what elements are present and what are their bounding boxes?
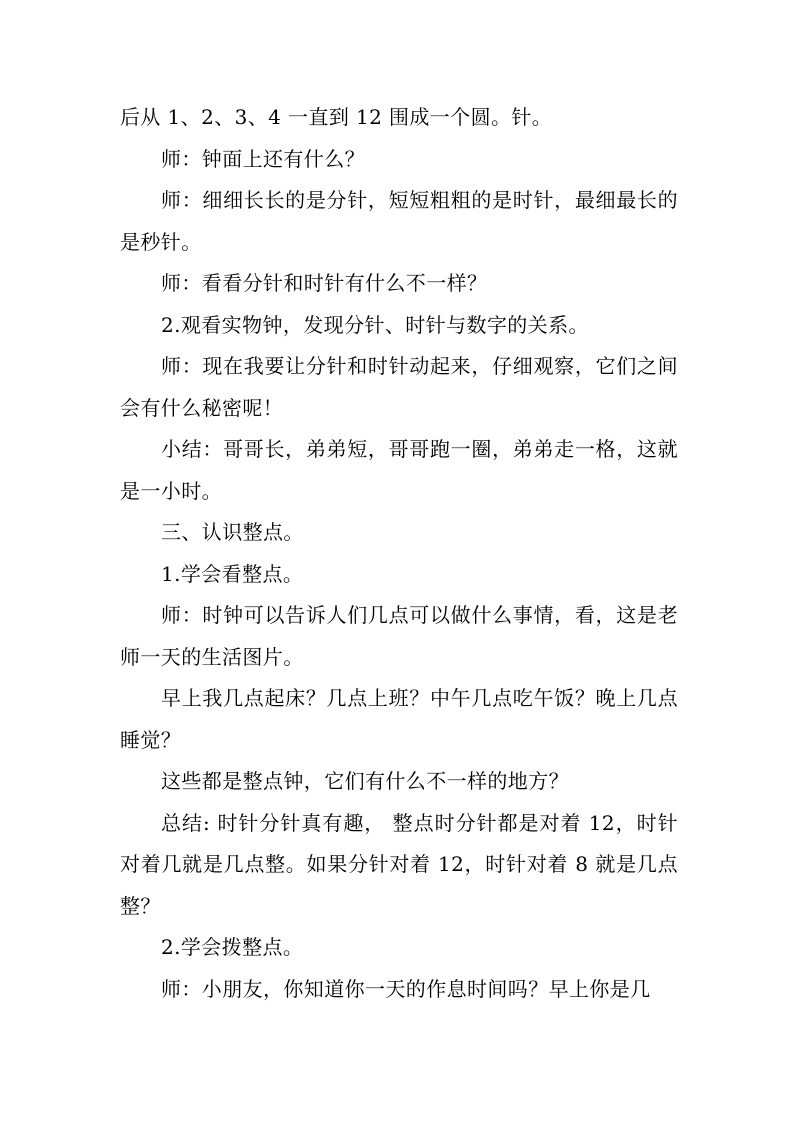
- paragraph: 总结: 时针分针真有趣， 整点时分针都是对着 12，时针对着几就是几点整。如果分针对着 12，时针对着 8 就是几点整？: [120, 810, 678, 918]
- paragraph: 师：细细长长的是分针，短短粗粗的是时针，最细最长的是秒针。: [120, 188, 678, 254]
- paragraph: 后从 1、2、3、4 一直到 12 围成一个圆。针。: [120, 105, 553, 129]
- paragraph: 师：时钟可以告诉人们几点可以做什么事情，看，这是老师一天的生活图片。: [120, 603, 678, 669]
- subsection-heading: 2.学会拨整点。: [161, 935, 304, 959]
- subsection-heading: 1.学会看整点。: [161, 561, 304, 586]
- paragraph: 师：看看分针和时针有什么不一样？: [161, 271, 488, 295]
- paragraph: 小结：哥哥长，弟弟短，哥哥跑一圈，弟弟走一格，这就是一小时。: [120, 437, 678, 503]
- paragraph: 2.观看实物钟，发现分针、时针与数字的关系。: [161, 312, 589, 337]
- section-heading: 三、认识整点。: [161, 520, 304, 544]
- paragraph: 这些都是整点钟，它们有什么不一样的地方？: [161, 769, 569, 793]
- paragraph: 师：现在我要让分针和时针动起来，仔细观察，它们之间会有什么秘密呢！: [120, 354, 678, 420]
- paragraph: 早上我几点起床？几点上班？中午几点吃午饭？晚上几点睡觉？: [120, 686, 678, 752]
- paragraph: 师：小朋友，你知道你一天的作息时间吗？早上你是几: [161, 976, 651, 1001]
- document-body: [120, 97, 678, 1010]
- paragraph: 师：钟面上还有什么？: [161, 146, 365, 171]
